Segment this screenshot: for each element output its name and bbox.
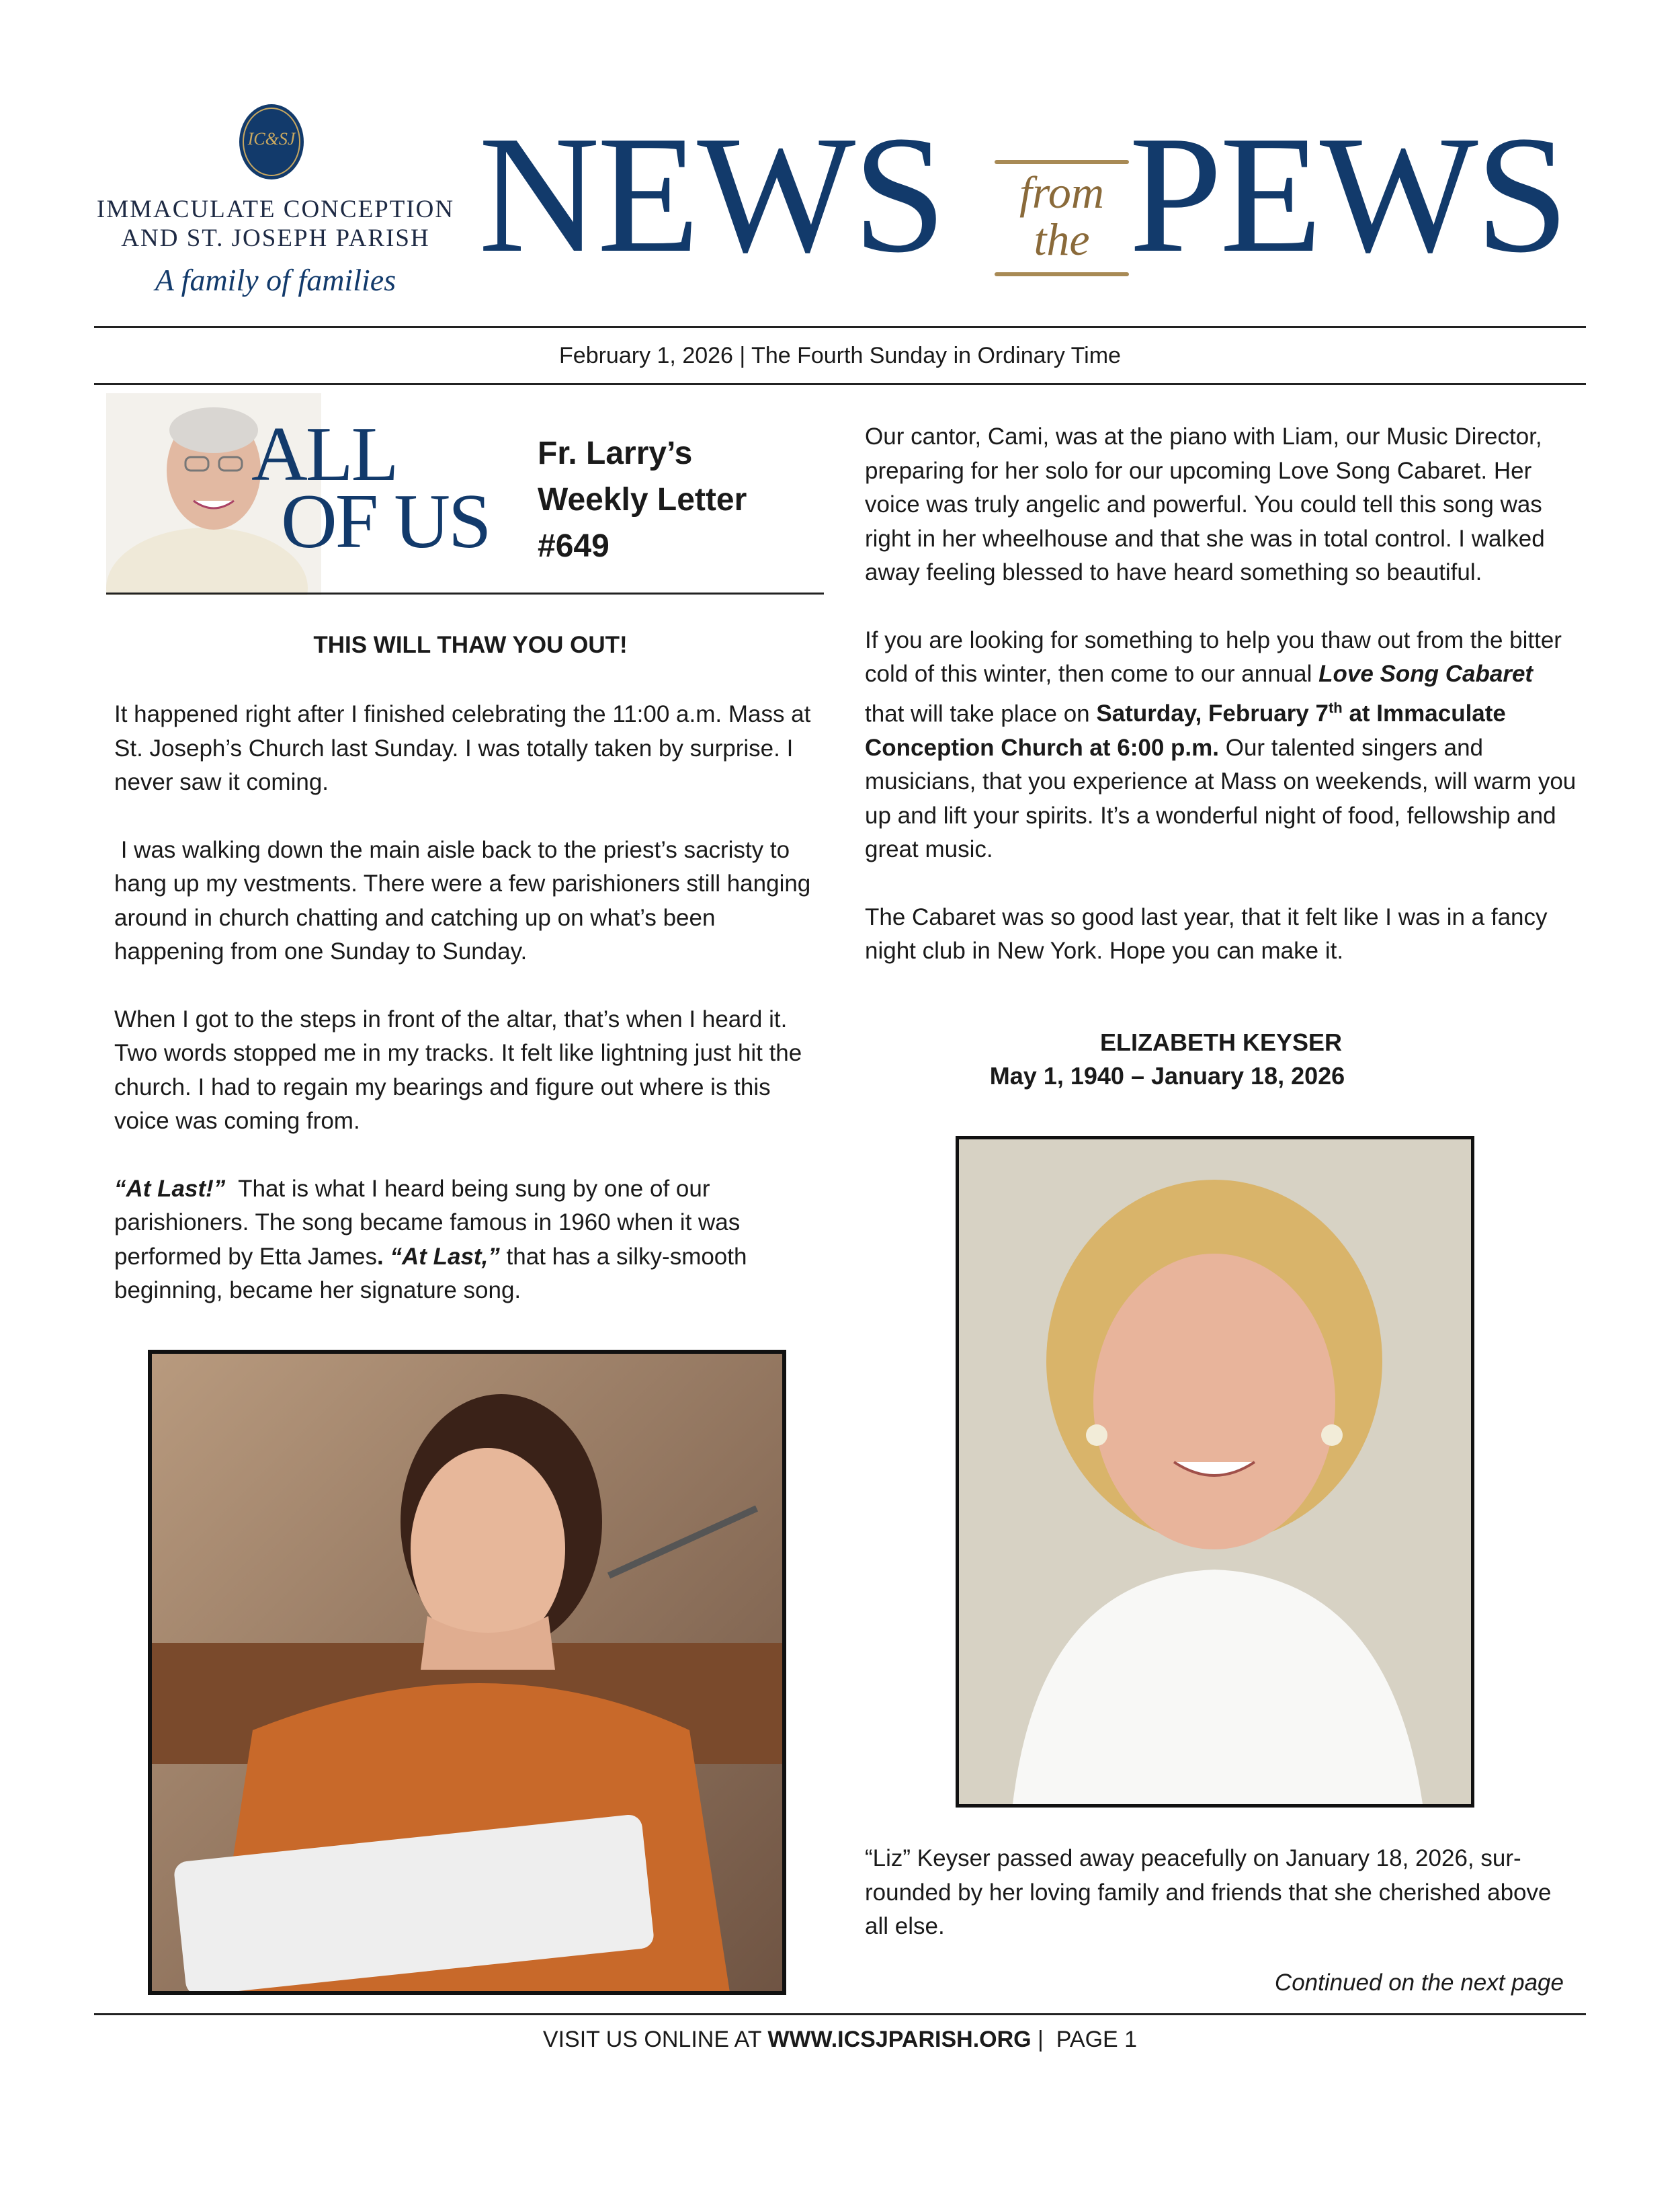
- parish-seal-logo: [235, 101, 308, 183]
- weekly-letter-heading-line3: #649: [538, 528, 610, 564]
- all-of-us-title-line2: OF US: [281, 479, 490, 565]
- article-left-column: [114, 698, 827, 1342]
- continued-notice: Continued on the next page: [1274, 1970, 1564, 1996]
- all-of-us-title-line1: ALL: [251, 411, 397, 497]
- cantor-photo: [148, 1350, 786, 1995]
- parish-tagline: A family of families: [155, 263, 396, 297]
- weekly-letter-heading-line1: Fr. Larry’s: [538, 436, 693, 471]
- footer: VISIT US ONLINE AT WWW.ICSJPARISH.ORG | PAGE 1: [542, 2027, 1138, 2052]
- masthead-flourish-top: [995, 160, 1129, 164]
- parish-name-line1: IMMACULATE CONCEPTION: [96, 196, 455, 223]
- elizabeth-keyser-photo: [956, 1136, 1474, 1808]
- article-paragraph: It happened right after I finished celebrating the 11:00 a.m. Mass at St. Joseph’s Church last Sunday. I was totally taken by surprise. I never saw it coming.: [114, 701, 811, 795]
- seal-monogram: IC&SJ: [247, 129, 296, 149]
- event-date: Saturday, February 7th at Immaculate Conception Church at 6:00 p.m.: [865, 699, 1506, 761]
- article-paragraph: If you are looking for something to help you thaw out from the bitter cold of this winter, then come to our annual Love Song Cabaret that will take place on Saturday, February 7th at Immaculate Conception Church at 6:00 p.m. Our talented singers and musicians, that you experience at Mass on weekends, will warm you up and lift your spirits. It’s a wonderful night of food, fellowship and great music.: [865, 626, 1577, 863]
- song-title-quote: “At Last,”: [383, 1243, 500, 1270]
- masthead-from: from: [1019, 167, 1104, 218]
- header-rule-top: [94, 326, 1586, 328]
- masthead-pews: PEWS: [1129, 102, 1566, 288]
- event-name: Love Song Cabaret: [1318, 661, 1534, 687]
- obituary-name: ELIZABETH KEYSER: [1099, 1028, 1343, 1056]
- masthead-news: NEWS: [478, 102, 944, 288]
- masthead-flourish-bottom: [995, 272, 1129, 276]
- article-paragraph: I was walking down the main aisle back to the priest’s sacristy to hang up my vestments. There were a few parishioners still hanging around in church chatting and catching up on what’s been happening from one Sunday to Sunday.: [114, 836, 818, 965]
- parish-name-line2: AND ST. JOSEPH PARISH: [121, 225, 430, 252]
- obituary-text: “Liz” Keyser passed away peacefully on January 18, 2026, sur-rounded by her loving family and friends that she cherished above all else.: [865, 1845, 1552, 1939]
- masthead-the: the: [1034, 214, 1090, 265]
- song-title-quote: “At Last!”: [114, 1175, 226, 1202]
- article-paragraph: “At Last!” That is what I heard being sung by one of our parishioners. The song became famous in 1960 when it was performed by Etta James. “At Last,” that has a silky-smooth beginning, became her signature song.: [114, 1175, 754, 1303]
- obituary-dates: May 1, 1940 – January 18, 2026: [989, 1062, 1345, 1090]
- article-paragraph: Our cantor, Cami, was at the piano with Liam, our Music Director, preparing for her solo for our upcoming Love Song Cabaret. Her voice was truly angelic and powerful. You could tell this song was right in her wheelhouse and that she was in total control. I walked away feeling blessed to have heard something so beautiful.: [865, 423, 1545, 585]
- article-paragraph: The Cabaret was so good last year, that it felt like I was in a fancy night club in New York. Hope you can make it.: [865, 903, 1548, 965]
- weekly-letter-heading-line2: Weekly Letter: [538, 482, 747, 518]
- footer-rule: [94, 2013, 1586, 2015]
- article-right-column: [865, 420, 1577, 1002]
- website-link[interactable]: WWW.ICSJPARISH.ORG: [767, 2027, 1032, 2052]
- weekly-letter-heading: [538, 430, 820, 569]
- header-rule-bottom: [94, 383, 1586, 385]
- article-paragraph: When I got to the steps in front of the altar, that’s when I heard it. Two words stopped me in my tracks. It felt like lightning just hit the church. I had to regain my bearings and figure out where is this voice was coming from.: [114, 1006, 802, 1134]
- dateline: February 1, 2026 | The Fourth Sunday in Ordinary Time: [559, 343, 1121, 368]
- article-title: THIS WILL THAW YOU OUT!: [313, 632, 628, 658]
